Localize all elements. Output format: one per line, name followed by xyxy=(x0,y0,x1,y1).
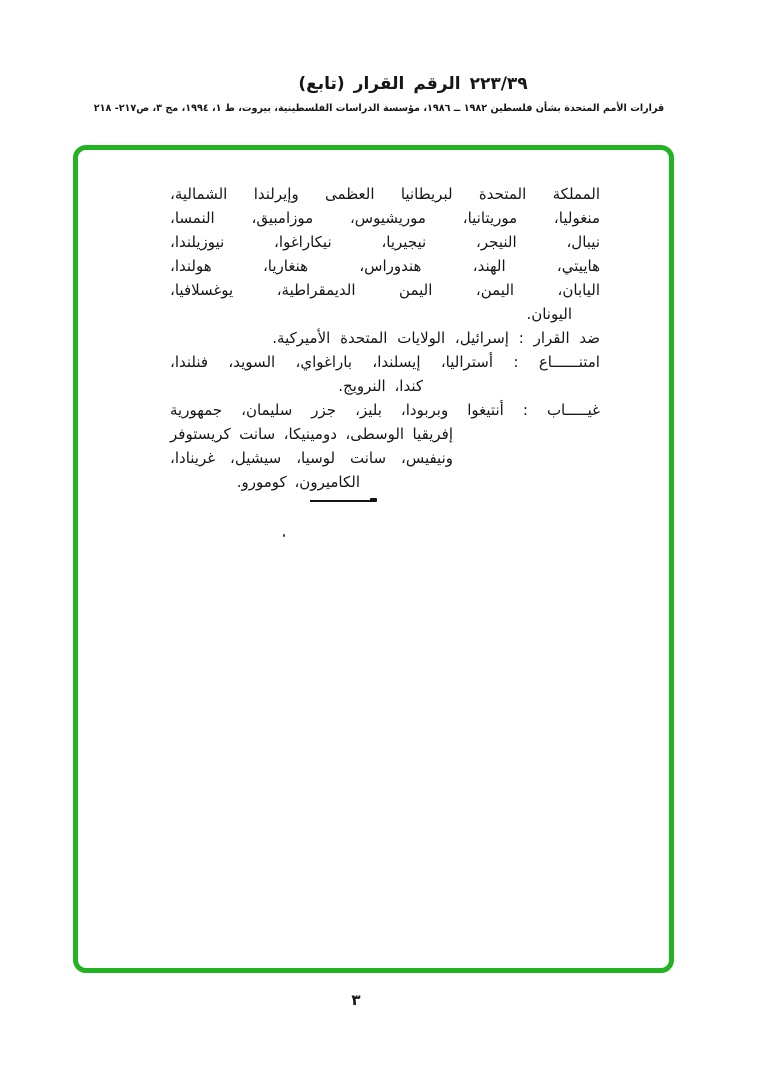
page-title-word-resolution: القرار xyxy=(353,74,405,94)
text-line: اليابان، اليمن، اليمن الديمقراطية، يوغسلافيا، xyxy=(170,281,600,299)
abstain-colon: : xyxy=(513,353,519,371)
absent-label: غيـــــاب xyxy=(546,401,600,419)
text-line: الكاميرون، كومورو. xyxy=(236,473,360,491)
against-label: ضد القرار xyxy=(533,329,600,347)
absent-entry xyxy=(170,398,600,422)
page-number: ٣ xyxy=(351,991,361,1009)
page-title-resolution-number: ٢٢٣/٣٩ xyxy=(469,74,528,94)
against-entry xyxy=(170,326,600,350)
text-line: المملكة المتحدة لبريطانيا العظمى وإيرلندا الشمالية، xyxy=(170,185,600,203)
scan-artifact-dot xyxy=(283,534,285,537)
abstain-label: امتنــــــاع xyxy=(538,353,600,371)
section-end-rule xyxy=(310,500,376,502)
against-colon: : xyxy=(518,329,524,347)
absent-colon: : xyxy=(522,401,528,419)
text-line: نيبال، النيجر، نيجيريا، نيكاراغوا، نيوزيلندا، xyxy=(170,233,600,251)
text-line: هاييتي، الهند، هندوراس، هنغاريا، هولندا، xyxy=(170,257,600,275)
text-line: كندا، النرويج. xyxy=(338,377,423,395)
page-title-continued: (تابع) xyxy=(298,74,345,94)
text-line: منغوليا، موريتانيا، موريشيوس، موزامبيق، النمسا، xyxy=(170,209,600,227)
abstain-entry xyxy=(170,350,600,374)
source-citation-line: قرارات الأمم المتحدة بشأن فلسطين ١٩٨٢ ــ ١٩٨٦، مؤسسة الدراسات الفلسطينية، بيروت، ط ١، ١٩٩٤، مج ٣، ص٢١٧- ٢١٨ xyxy=(93,103,665,114)
abstain-text: أستراليا، إيسلندا، باراغواي، السويد، فنلندا، xyxy=(170,353,494,371)
text-line: ونيفيس، سانت لوسيا، سيشيل، غرينادا، xyxy=(170,449,453,467)
absent-text: أنتيغوا وبربودا، بليز، جزر سليمان، جمهورية xyxy=(170,401,504,419)
resolution-vote-text xyxy=(170,182,600,494)
against-text: إسرائيل، الولايات المتحدة الأميركية. xyxy=(272,329,509,347)
text-line: إفريقيا الوسطى، دومينيكا، سانت كريستوفر xyxy=(170,425,453,443)
page-title xyxy=(34,74,758,94)
text-line: اليونان. xyxy=(526,305,572,323)
page-title-word-number: الرقم xyxy=(413,74,461,94)
